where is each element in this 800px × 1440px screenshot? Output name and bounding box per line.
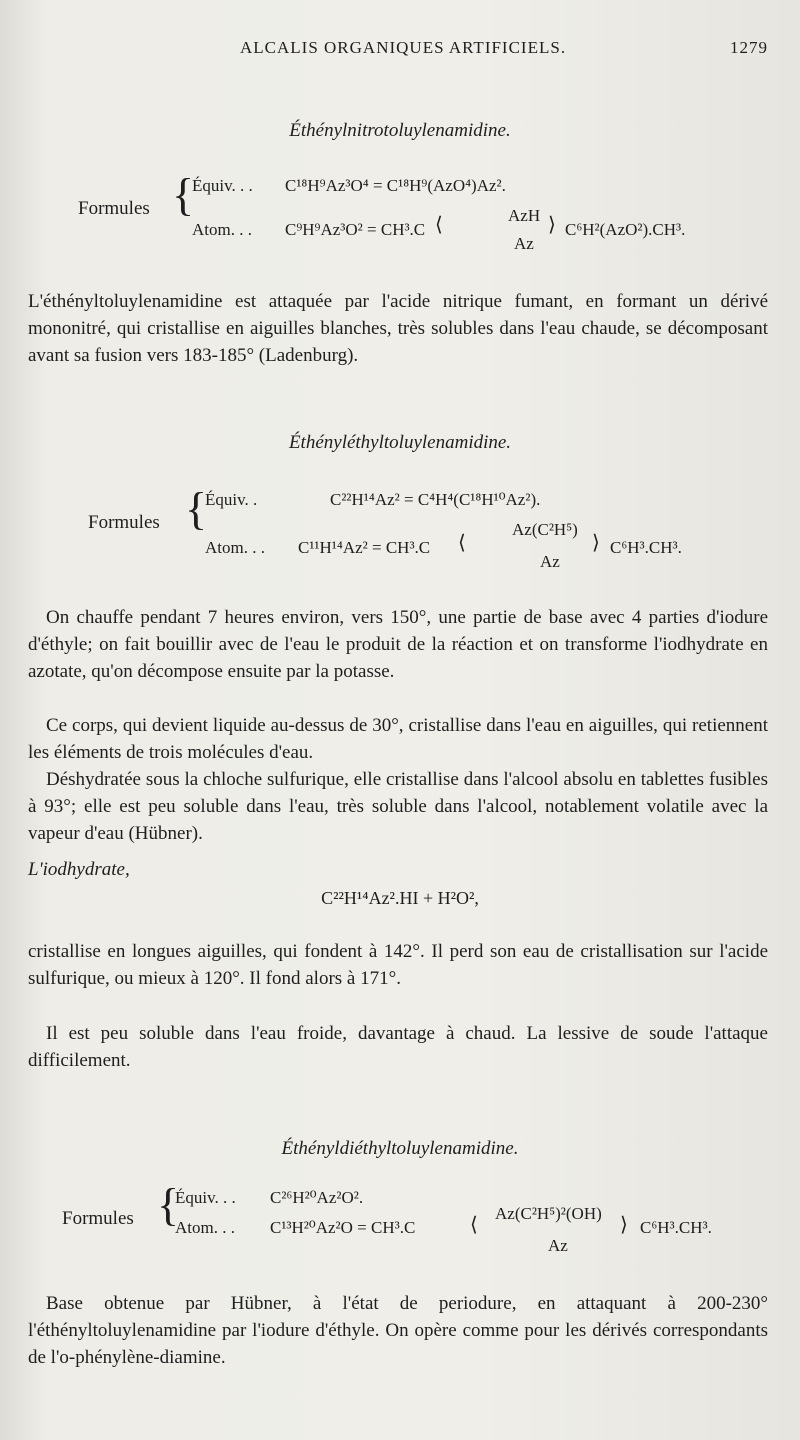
- equiv-label: Équiv. . .: [175, 1188, 236, 1207]
- formula-label: Formules: [88, 512, 160, 533]
- bracket-open: ⟨: [458, 532, 466, 554]
- atom-formula-bottom: Az: [548, 1236, 568, 1255]
- atom-formula-bottom: Az: [540, 552, 560, 571]
- paragraph: On chauffe pendant 7 heures environ, vers 150°, une partie de base avec 4 parties d'iodure d'éthyle; on fait bouillir avec de l'eau le produit de la réaction et on transforme l'iodhydrate en azotate, qu'on décompose ensuite par la potasse.: [28, 607, 768, 682]
- equiv-label: Équiv. .: [205, 490, 258, 509]
- iodhydrate-formula: C²²H¹⁴Az².HI + H²O²,: [321, 888, 479, 908]
- bracket-close: ⟩: [548, 214, 556, 236]
- atom-formula-bottom: Az: [514, 234, 534, 253]
- paragraph: cristallise en longues aiguilles, qui fondent à 142°. Il perd son eau de cristallisation sur l'acide sulfurique, ou mieux à 120°. Il fond alors à 171°.: [28, 941, 768, 989]
- atom-formula-top: Az(C²H⁵)²(OH): [495, 1204, 602, 1223]
- equiv-formula: C²²H¹⁴Az² = C⁴H⁴(C¹⁸H¹⁰Az²).: [330, 490, 541, 509]
- paragraph: Base obtenue par Hübner, à l'état de periodure, en attaquant à 200-230° l'éthényltoluylenamidine par l'iodure d'éthyle. On opère comme pour les dérivés correspondants de l'o-phénylène-diamine.: [28, 1293, 768, 1368]
- paragraph: Déshydratée sous la chloche sulfurique, elle cristallise dans l'alcool absolu en tablettes fusibles à 93°; elle est peu soluble dans l'eau, très soluble dans l'alcool, notablement volatile avec la vapeur d'eau (Hübner).: [28, 769, 768, 844]
- header-title: ALCALIS ORGANIQUES ARTIFICIELS.: [240, 38, 567, 57]
- brace: {: [172, 169, 195, 220]
- atom-label: Atom. . .: [175, 1218, 235, 1237]
- atom-formula-right: C⁶H³.CH³.: [610, 538, 682, 557]
- atom-formula-left: C¹³H²⁰Az²O = CH³.C: [270, 1218, 416, 1237]
- paragraph: L'éthényltoluylenamidine est attaquée par l'acide nitrique fumant, en formant un dérivé mononitré, qui cristallise en aiguilles blanches, très solubles dans l'eau chaude, se décomposant avant sa fusion vers 183-185° (Ladenburg).: [28, 291, 768, 366]
- brace: {: [185, 483, 208, 534]
- equiv-label: Équiv. . .: [192, 176, 253, 195]
- paragraph: Il est peu soluble dans l'eau froide, davantage à chaud. La lessive de soude l'attaque difficilement.: [28, 1023, 768, 1071]
- atom-formula-right: C⁶H²(AzO²).CH³.: [565, 220, 686, 239]
- equiv-formula: C¹⁸H⁹Az³O⁴ = C¹⁸H⁹(AzO⁴)Az².: [285, 176, 506, 195]
- bracket-close: ⟩: [620, 1214, 628, 1236]
- section-title: Éthényléthyltoluylenamidine.: [288, 432, 512, 453]
- section-title: Éthényldiéthyltoluylenamidine.: [281, 1138, 519, 1159]
- brace: {: [157, 1179, 180, 1230]
- page-number: 1279: [730, 38, 768, 57]
- iodhydrate-label: L'iodhydrate,: [28, 859, 130, 880]
- section-title: Éthénylnitrotoluylenamidine.: [289, 120, 511, 141]
- bracket-close: ⟩: [592, 532, 600, 554]
- atom-formula-right: C⁶H³.CH³.: [640, 1218, 712, 1237]
- atom-formula-left: C⁹H⁹Az³O² = CH³.C: [285, 220, 426, 239]
- bracket-open: ⟨: [470, 1214, 478, 1236]
- atom-formula-top: Az(C²H⁵): [512, 520, 578, 539]
- atom-formula-top: AzH: [508, 206, 541, 225]
- formula-label: Formules: [62, 1208, 134, 1229]
- atom-label: Atom. . .: [192, 220, 252, 239]
- equiv-formula: C²⁶H²⁰Az²O².: [270, 1188, 364, 1207]
- atom-label: Atom. . .: [205, 538, 265, 557]
- bracket-open: ⟨: [435, 214, 443, 236]
- atom-formula-left: C¹¹H¹⁴Az² = CH³.C: [298, 538, 431, 557]
- formula-label: Formules: [78, 198, 150, 219]
- paragraph: Ce corps, qui devient liquide au-dessus de 30°, cristallise dans l'eau en aiguilles, qui retiennent les éléments de trois molécules d'eau.: [28, 715, 768, 763]
